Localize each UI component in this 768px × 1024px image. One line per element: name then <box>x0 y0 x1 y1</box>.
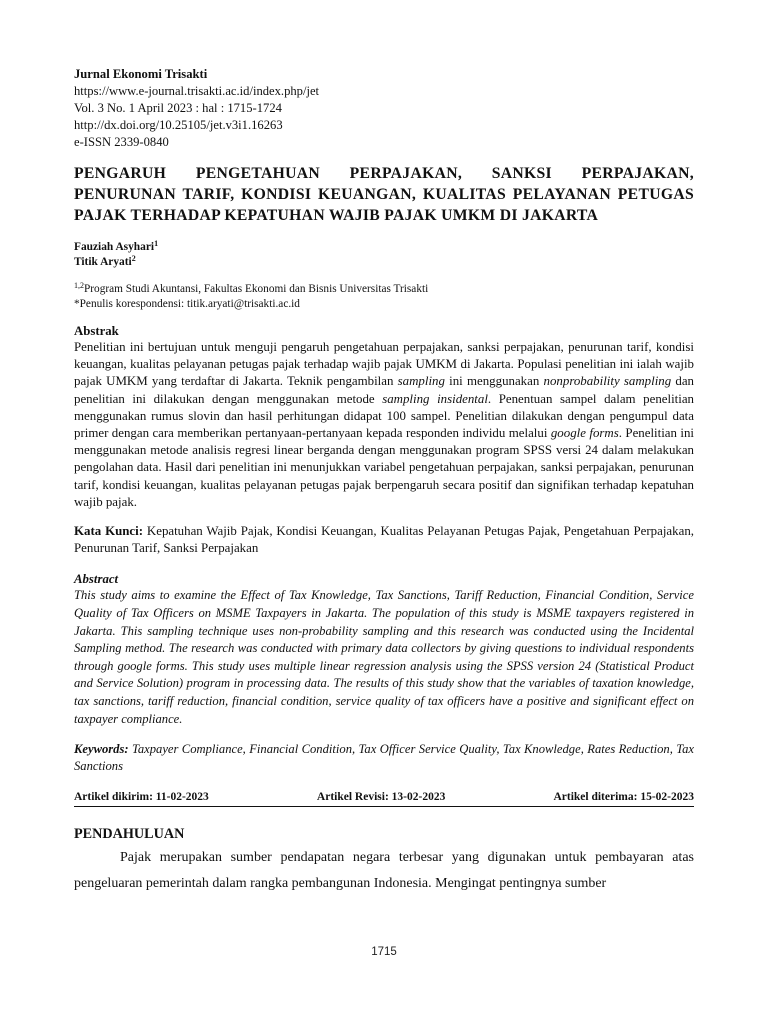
abstrak-italic: google forms <box>550 426 619 441</box>
abstrak-text: dan penelitian ini dilakukan dengan menggunakan metode <box>74 374 695 406</box>
date-submitted: Artikel dikirim: 11-02-2023 <box>74 790 209 803</box>
article-dates <box>74 790 694 807</box>
abstrak-italic: nonprobability sampling <box>543 374 672 389</box>
page-number: 1715 <box>371 946 397 958</box>
author-item <box>74 240 694 255</box>
paper-page <box>74 66 694 897</box>
abstract-heading: Abstract <box>74 572 119 587</box>
author-sup: 1 <box>154 239 159 248</box>
abstrak-text: . Penelitian ini menggunakan metode analisis regresi linear berganda dengan menggunakan program SPSS versi 24 dalam melakukan pengolahan data. Hasil dari penelitian ini menunjukkan variabel pengetahuan perpajakan, sanksi perpajakan, penurunan tarif, kondisi keuangan, kualitas pelayanan petugas pajak berpengaruh secara positif dan signifikan terhadap kepatuhan wajib pajak. <box>74 426 694 509</box>
kata-kunci-label: Kata Kunci: <box>74 524 144 539</box>
journal-header <box>74 66 694 151</box>
author-name: Fauziah Asyhari <box>74 241 155 253</box>
date-revised: Artikel Revisi: 13-02-2023 <box>316 790 446 803</box>
affiliation <box>74 282 694 297</box>
author-sup: 2 <box>131 253 136 263</box>
correspondence: *Penulis korespondensi: titik.aryati@trisakti.ac.id <box>74 297 300 310</box>
intro-heading: PENDAHULUAN <box>74 825 185 842</box>
affiliation-block <box>74 282 694 311</box>
keywords <box>74 741 694 775</box>
author-item <box>74 255 694 270</box>
abstrak-heading: Abstrak <box>74 324 119 338</box>
journal-doi[interactable]: http://dx.doi.org/10.25105/jet.v3i1.16263 <box>74 118 283 132</box>
abstrak-body <box>74 339 694 511</box>
abstrak-text: Penelitian ini bertujuan untuk menguji pengaruh pengetahuan perpajakan, sanksi perpajakan, penurunan tarif, kondisi keuangan, kualitas pelayanan petugas pajak terhadap wajib pajak UMKM di Jakarta. Populasi penelitian ini ialah wajib pajak UMKM yang terdaftar di Jakarta. Teknik pengambilan <box>74 340 694 389</box>
journal-volume: Vol. 3 No. 1 April 2023 : hal : 1715-1724 <box>74 101 282 115</box>
abstrak-text: ini menggunakan <box>444 374 544 389</box>
kata-kunci-text: Kepatuhan Wajib Pajak, Kondisi Keuangan, Kualitas Pelayanan Petugas Pajak, Pengetahuan Perpajakan, Penurunan Tarif, Sanksi Perpajakan <box>74 524 694 556</box>
abstrak-text: . Penentuan sampel dalam penelitian menggunakan rumus slovin dan hasil perhitungan didapat 100 sampel. Penelitian dilakukan dengan pengumpul data primer dengan cara memberikan pertanyaan-pertanyaan kepada responden individu melalui <box>74 391 694 441</box>
affiliation-text: Program Studi Akuntansi, Fakultas Ekonomi dan Bisnis Universitas Trisakti <box>84 283 429 295</box>
abstrak-italic: sampling <box>397 374 445 389</box>
date-accepted: Artikel diterima: 15-02-2023 <box>553 790 694 803</box>
keywords-text: Taxpayer Compliance, Financial Condition, Tax Officer Service Quality, Tax Knowledge, Rates Reduction, Tax Sanctions <box>74 742 694 774</box>
author-list <box>74 240 694 269</box>
intro-body: Pajak merupakan sumber pendapatan negara terbesar yang digunakan untuk pembayaran atas pengeluaran pemerintah dalam rangka pembangunan Indonesia. Mengingat pentingnya sumber <box>74 849 694 891</box>
journal-name: Jurnal Ekonomi Trisakti <box>74 67 208 81</box>
paper-title: PENGARUH PENGETAHUAN PERPAJAKAN, SANKSI PERPAJAKAN, PENURUNAN TARIF, KONDISI KEUANGAN, KUALITAS PELAYANAN PETUGAS PAJAK TERHADAP KEPATUHAN WAJIB PAJAK UMKM DI JAKARTA <box>74 165 694 224</box>
abstrak-italic: sampling insidental <box>382 391 488 406</box>
author-name: Titik Aryati <box>74 255 132 268</box>
journal-url[interactable]: https://www.e-journal.trisakti.ac.id/index.php/jet <box>74 84 320 98</box>
keywords-label: Keywords: <box>74 742 129 757</box>
kata-kunci <box>74 523 694 557</box>
abstract-body: This study aims to examine the Effect of Tax Knowledge, Tax Sanctions, Tariff Reduction, Financial Condition, Service Quality of Tax Officers on MSME Taxpayers in Jakarta. The population of this study is MSME taxpayers registered in Jakarta. This sampling technique uses non-probability sampling and this research was conducted using the Incidental Sampling method. The research was conducted with primary data collectors by giving questions to individual respondents through google forms. This study uses multiple linear regression analysis using the SPSS version 24 (Statistical Product and Service Solution) program in processing data. The results of this study show that the variables of taxation knowledge, tax sanctions, tariff reduction, financial condition, service quality of tax officers have a positive and significant effect on taxpayer compliance. <box>74 588 694 726</box>
affiliation-sup: 1,2 <box>74 281 84 290</box>
journal-issn: e-ISSN 2339-0840 <box>74 135 169 149</box>
